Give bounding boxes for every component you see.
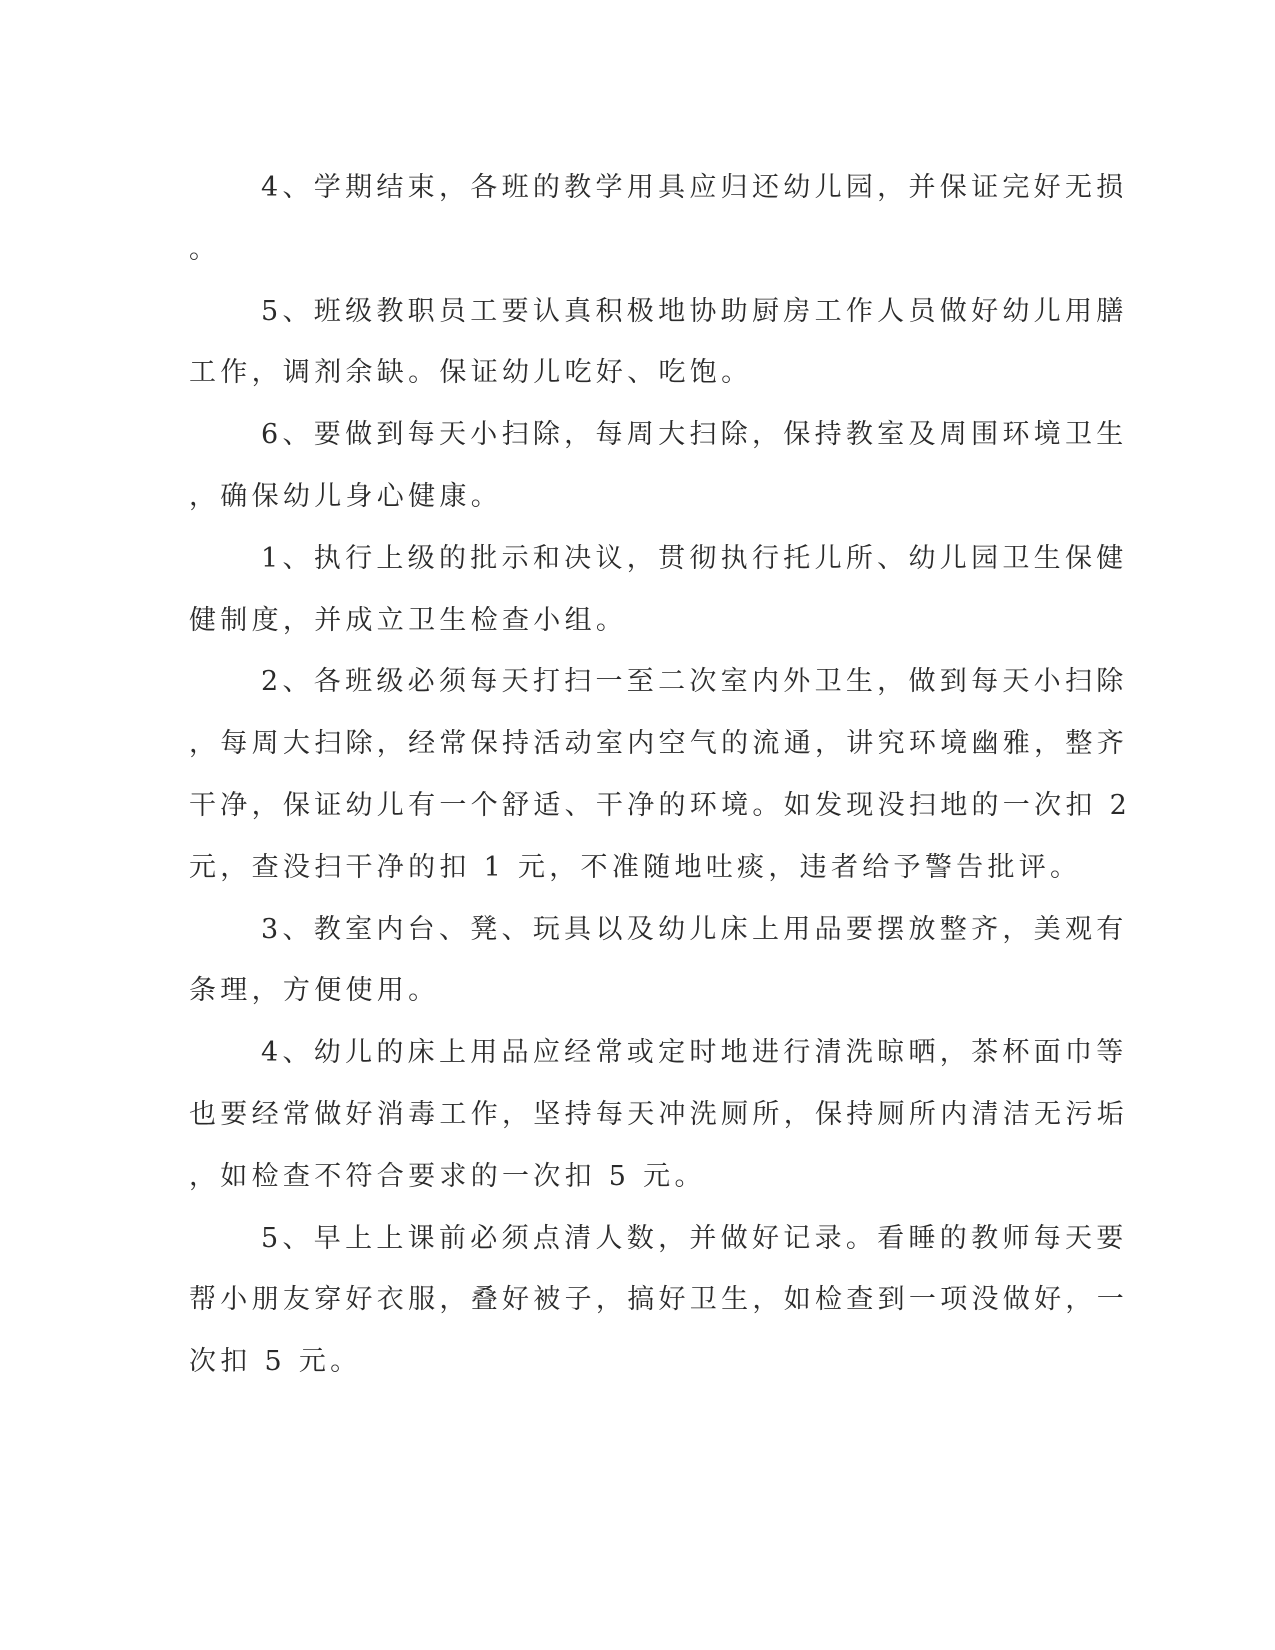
document-body <box>189 157 1132 1393</box>
text-line: 5、班级教职员工要认真积极地协助厨房工作人员做好幼儿用膳 <box>261 295 1128 327</box>
text-line: 1、执行上级的批示和决议，贯彻执行托儿所、幼儿园卫生保健 <box>261 542 1128 574</box>
text-line: ，如检查不符合要求的一次扣 5 元。 <box>189 1160 706 1192</box>
text-line: 帮小朋友穿好衣服，叠好被子，搞好卫生，如检查到一项没做好，一 <box>189 1284 1128 1316</box>
text-line: 次扣 5 元。 <box>189 1346 362 1378</box>
text-line: 。 <box>189 233 221 265</box>
text-line: ，确保幼儿身心健康。 <box>189 480 502 512</box>
text-line: 4、幼儿的床上用品应经常或定时地进行清洗晾晒，茶杯面巾等 <box>261 1037 1128 1069</box>
text-line: 6、要做到每天小扫除，每周大扫除，保持教室及周围环境卫生 <box>261 419 1128 451</box>
text-line: 工作，调剂余缺。保证幼儿吃好、吃饱。 <box>189 357 753 389</box>
text-line: 元，查没扫干净的扣 1 元，不准随地吐痰，违者给予警告批评。 <box>189 851 1082 883</box>
text-line: ，每周大扫除，经常保持活动室内空气的流通，讲究环境幽雅，整齐 <box>189 728 1128 760</box>
text-line: 健制度，并成立卫生检查小组。 <box>189 604 628 636</box>
text-line: 条理，方便使用。 <box>189 975 440 1007</box>
text-line: 干净，保证幼儿有一个舒适、干净的环境。如发现没扫地的一次扣 2 <box>189 789 1132 821</box>
text-line: 4、学期结束，各班的教学用具应归还幼儿园，并保证完好无损 <box>261 172 1128 203</box>
text-line: 5、早上上课前必须点清人数，并做好记录。看睡的教师每天要 <box>261 1222 1128 1254</box>
text-line: 也要经常做好消毒工作，坚持每天冲洗厕所，保持厕所内清洁无污垢 <box>189 1098 1128 1130</box>
text-line: 2、各班级必须每天打扫一至二次室内外卫生，做到每天小扫除 <box>261 666 1128 698</box>
text-line: 3、教室内台、凳、玩具以及幼儿床上用品要摆放整齐，美观有 <box>261 913 1128 945</box>
